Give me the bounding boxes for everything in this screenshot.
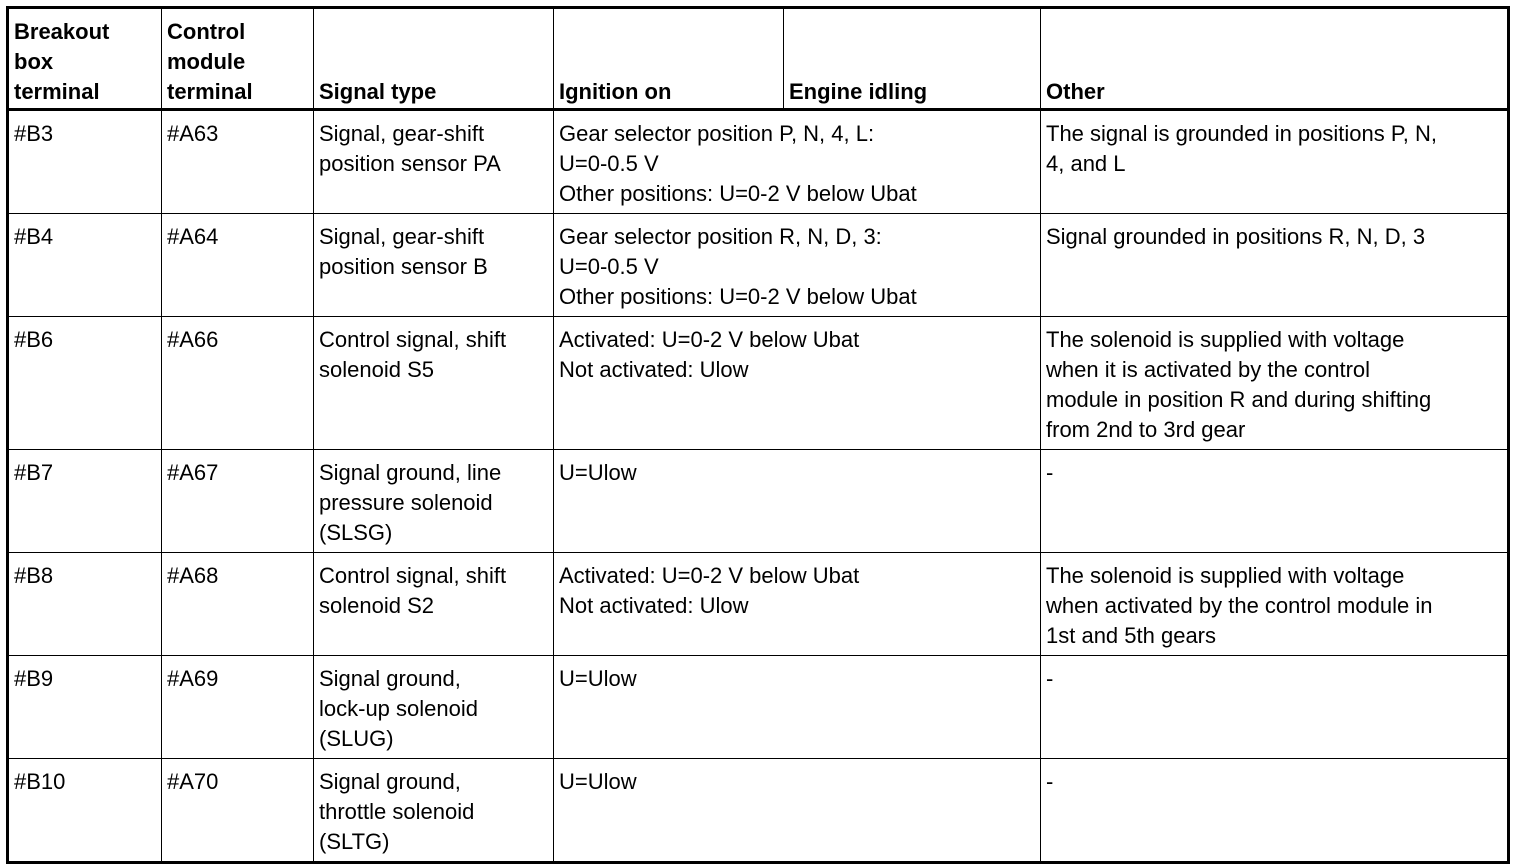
header-engine-idling: Engine idling — [784, 8, 1041, 110]
other-cell: - — [1041, 759, 1509, 863]
control-terminal-cell: #A68 — [162, 553, 314, 656]
other-cell: The solenoid is supplied with voltage when it is activated by the control module in position R and during shifting from 2nd to 3rd gear — [1041, 317, 1509, 450]
header-ignition-on: Ignition on — [554, 8, 784, 110]
header-control-module-terminal: Control module terminal — [162, 8, 314, 110]
signal-type-cell: Signal ground, lock-up solenoid (SLUG) — [314, 656, 554, 759]
control-terminal-cell: #A69 — [162, 656, 314, 759]
table-row — [8, 110, 1509, 214]
value-cell: Gear selector position R, N, D, 3: U=0-0.5 V Other positions: U=0-2 V below Ubat — [554, 214, 1041, 317]
header-breakout-box-terminal: Breakout box terminal — [8, 8, 162, 110]
signal-type-cell: Signal ground, line pressure solenoid (SLSG) — [314, 450, 554, 553]
value-cell: Activated: U=0-2 V below Ubat Not activated: Ulow — [554, 553, 1041, 656]
other-cell: - — [1041, 450, 1509, 553]
breakout-terminal-cell: #B3 — [8, 110, 162, 214]
breakout-terminal-cell: #B4 — [8, 214, 162, 317]
value-cell: Gear selector position P, N, 4, L: U=0-0.5 V Other positions: U=0-2 V below Ubat — [554, 110, 1041, 214]
breakout-terminal-cell: #B10 — [8, 759, 162, 863]
control-terminal-cell: #A70 — [162, 759, 314, 863]
control-terminal-cell: #A67 — [162, 450, 314, 553]
signal-type-cell: Signal, gear-shift position sensor B — [314, 214, 554, 317]
header-signal-type: Signal type — [314, 8, 554, 110]
signal-type-cell: Control signal, shift solenoid S2 — [314, 553, 554, 656]
value-cell: Activated: U=0-2 V below Ubat Not activated: Ulow — [554, 317, 1041, 450]
value-cell: U=Ulow — [554, 759, 1041, 863]
terminal-signal-table — [6, 6, 1510, 864]
control-terminal-cell: #A64 — [162, 214, 314, 317]
breakout-terminal-cell: #B9 — [8, 656, 162, 759]
signal-type-cell: Control signal, shift solenoid S5 — [314, 317, 554, 450]
header-row — [8, 8, 1509, 110]
breakout-terminal-cell: #B6 — [8, 317, 162, 450]
control-terminal-cell: #A66 — [162, 317, 314, 450]
table-row — [8, 317, 1509, 450]
value-cell: U=Ulow — [554, 450, 1041, 553]
value-cell: U=Ulow — [554, 656, 1041, 759]
other-cell: The signal is grounded in positions P, N, 4, and L — [1041, 110, 1509, 214]
other-cell: - — [1041, 656, 1509, 759]
table-row — [8, 656, 1509, 759]
control-terminal-cell: #A63 — [162, 110, 314, 214]
other-cell: Signal grounded in positions R, N, D, 3 — [1041, 214, 1509, 317]
signal-type-cell: Signal, gear-shift position sensor PA — [314, 110, 554, 214]
table-row — [8, 450, 1509, 553]
header-other: Other — [1041, 8, 1509, 110]
signal-type-cell: Signal ground, throttle solenoid (SLTG) — [314, 759, 554, 863]
other-cell: The solenoid is supplied with voltage when activated by the control module in 1st and 5th gears — [1041, 553, 1509, 656]
table-row — [8, 214, 1509, 317]
breakout-terminal-cell: #B7 — [8, 450, 162, 553]
table-row — [8, 553, 1509, 656]
breakout-terminal-cell: #B8 — [8, 553, 162, 656]
table-row — [8, 759, 1509, 863]
